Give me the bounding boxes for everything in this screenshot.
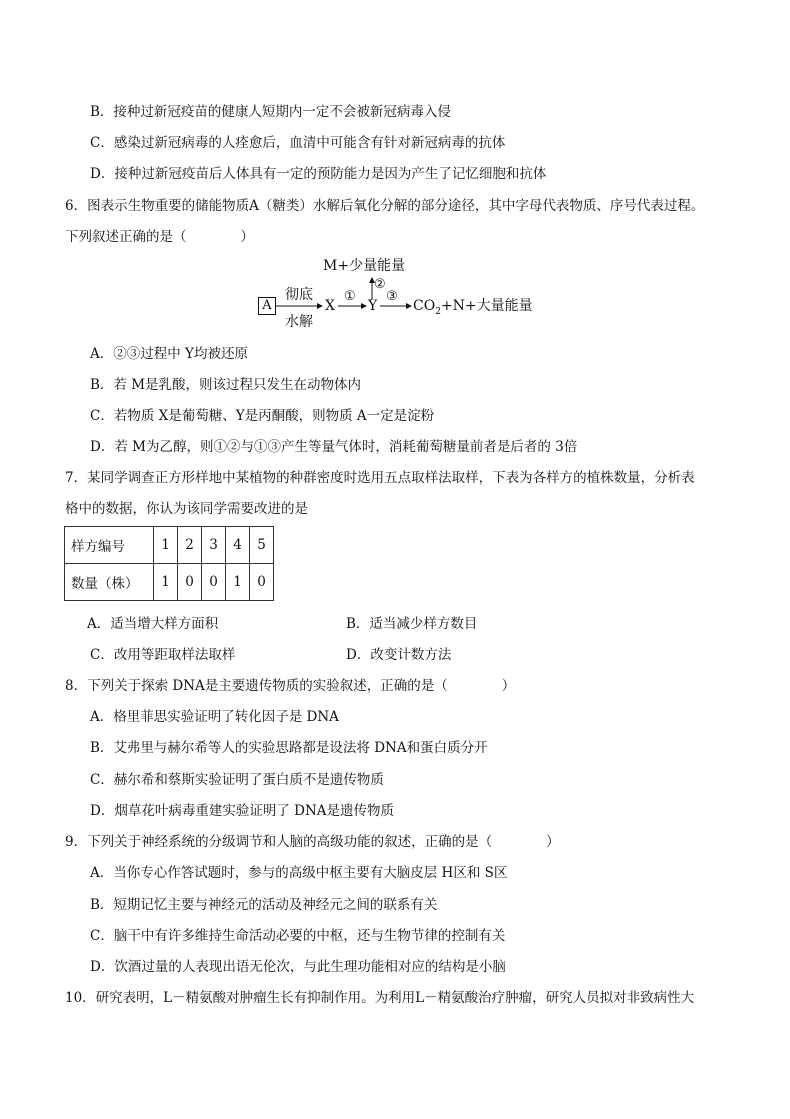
q5-option-c: C．感染过新冠病毒的人痊愈后，血清中可能含有针对新冠病毒的抗体 — [90, 135, 506, 151]
q6-option-a: A．②③过程中 Y均被还原 — [90, 346, 248, 362]
q7-option-c: C．改用等距取样法取样 — [90, 647, 236, 663]
q8-option-a: A．格里菲思实验证明了转化因子是 DNA — [90, 709, 339, 725]
table-cell: 1 — [154, 564, 178, 601]
diagram-arrow1-bottom: 水解 — [285, 314, 313, 330]
diagram-arrow1-top: 彻底 — [285, 287, 313, 303]
table-cell: 2 — [178, 527, 202, 564]
diagram-top-label: M+少量能量 — [323, 258, 406, 274]
q8-option-d: D．烟草花叶病毒重建实验证明了 DNA是遗传物质 — [90, 803, 394, 819]
table-cell: 4 — [226, 527, 250, 564]
q9-stem: 9．下列关于神经系统的分级调节和人脑的高级功能的叙述，正确的是（ ） — [65, 834, 560, 850]
diagram-co2: $CO_2+N+$大量能量 — [413, 298, 533, 317]
q6-stem-line1: 6．图表示生物重要的储能物质A（糖类）水解后氧化分解的部分途径，其中字母代表物质、序号代表过程。 — [65, 198, 705, 214]
q7-stem-line1: 7．某同学调查正方形样地中某植物的种群密度时选用五点取样法取样，下表为各样方的植株数量，分析表 — [65, 470, 695, 486]
table-cell: 1 — [226, 564, 250, 601]
diagram-arrows — [255, 255, 555, 335]
diagram-y: Y — [368, 298, 378, 314]
diagram-step-1: ① — [344, 289, 356, 304]
q10-stem: 10．研究表明，L－精氨酸对肿瘤生长有抑制作用。为利用L－精氨酸治疗肿瘤，研究人员拟对非致病性大 — [65, 990, 695, 1006]
diagram-x: X — [325, 298, 335, 314]
table-cell: 0 — [250, 564, 274, 601]
q5-option-b: B．接种过新冠疫苗的健康人短期内一定不会被新冠病毒入侵 — [90, 104, 451, 120]
table-cell: 0 — [178, 564, 202, 601]
q8-option-b: B．艾弗里与赫尔希等人的实验思路都是设法将 DNA和蛋白质分开 — [90, 740, 488, 756]
table-cell: 数量（株） — [65, 564, 154, 601]
q6-pathway-diagram — [255, 255, 555, 335]
diagram-box-a: A — [258, 297, 276, 315]
q6-stem-line2: 下列叙述正确的是（ ） — [65, 229, 254, 245]
q7-option-a: A．适当增大样方面积 — [87, 616, 219, 632]
q9-option-b: B．短期记忆主要与神经元的活动及神经元之间的联系有关 — [90, 897, 438, 913]
table-cell: 5 — [250, 527, 274, 564]
table-row — [65, 527, 274, 564]
diagram-step-3: ③ — [386, 289, 398, 304]
table-cell: 0 — [202, 564, 226, 601]
q6-option-b: B．若 M是乳酸，则该过程只发生在动物体内 — [90, 377, 362, 393]
q6-option-c: C．若物质 X是葡萄糖、Y是丙酮酸，则物质 A一定是淀粉 — [90, 408, 435, 424]
q5-option-d: D．接种过新冠疫苗后人体具有一定的预防能力是因为产生了记忆细胞和抗体 — [90, 166, 547, 182]
q8-option-c: C．赫尔希和蔡斯实验证明了蛋白质不是遗传物质 — [90, 772, 384, 788]
q7-sample-table — [64, 526, 274, 601]
q7-option-b: B．适当减少样方数目 — [346, 616, 478, 632]
q7-option-d: D．改变计数方法 — [346, 647, 452, 663]
table-cell: 样方编号 — [65, 527, 154, 564]
q6-option-d: D．若 M为乙醇，则①②与①③产生等量气体时，消耗葡萄糖量前者是后者的 3倍 — [90, 439, 578, 455]
q8-stem: 8．下列关于探索 DNA是主要遗传物质的实验叙述，正确的是（ ） — [65, 678, 516, 694]
q9-option-a: A．当你专心作答试题时，参与的高级中枢主要有大脑皮层 H区和 S区 — [90, 865, 508, 881]
q7-stem-line2: 格中的数据，你认为该同学需要改进的是 — [65, 501, 308, 517]
q9-option-d: D．饮酒过量的人表现出语无伦次，与此生理功能相对应的结构是小脑 — [90, 959, 506, 975]
q9-option-c: C．脑干中有许多维持生命活动必要的中枢，还与生物节律的控制有关 — [90, 928, 506, 944]
diagram-step-2: ② — [374, 277, 386, 292]
table-cell: 1 — [154, 527, 178, 564]
table-cell: 3 — [202, 527, 226, 564]
table-row — [65, 564, 274, 601]
